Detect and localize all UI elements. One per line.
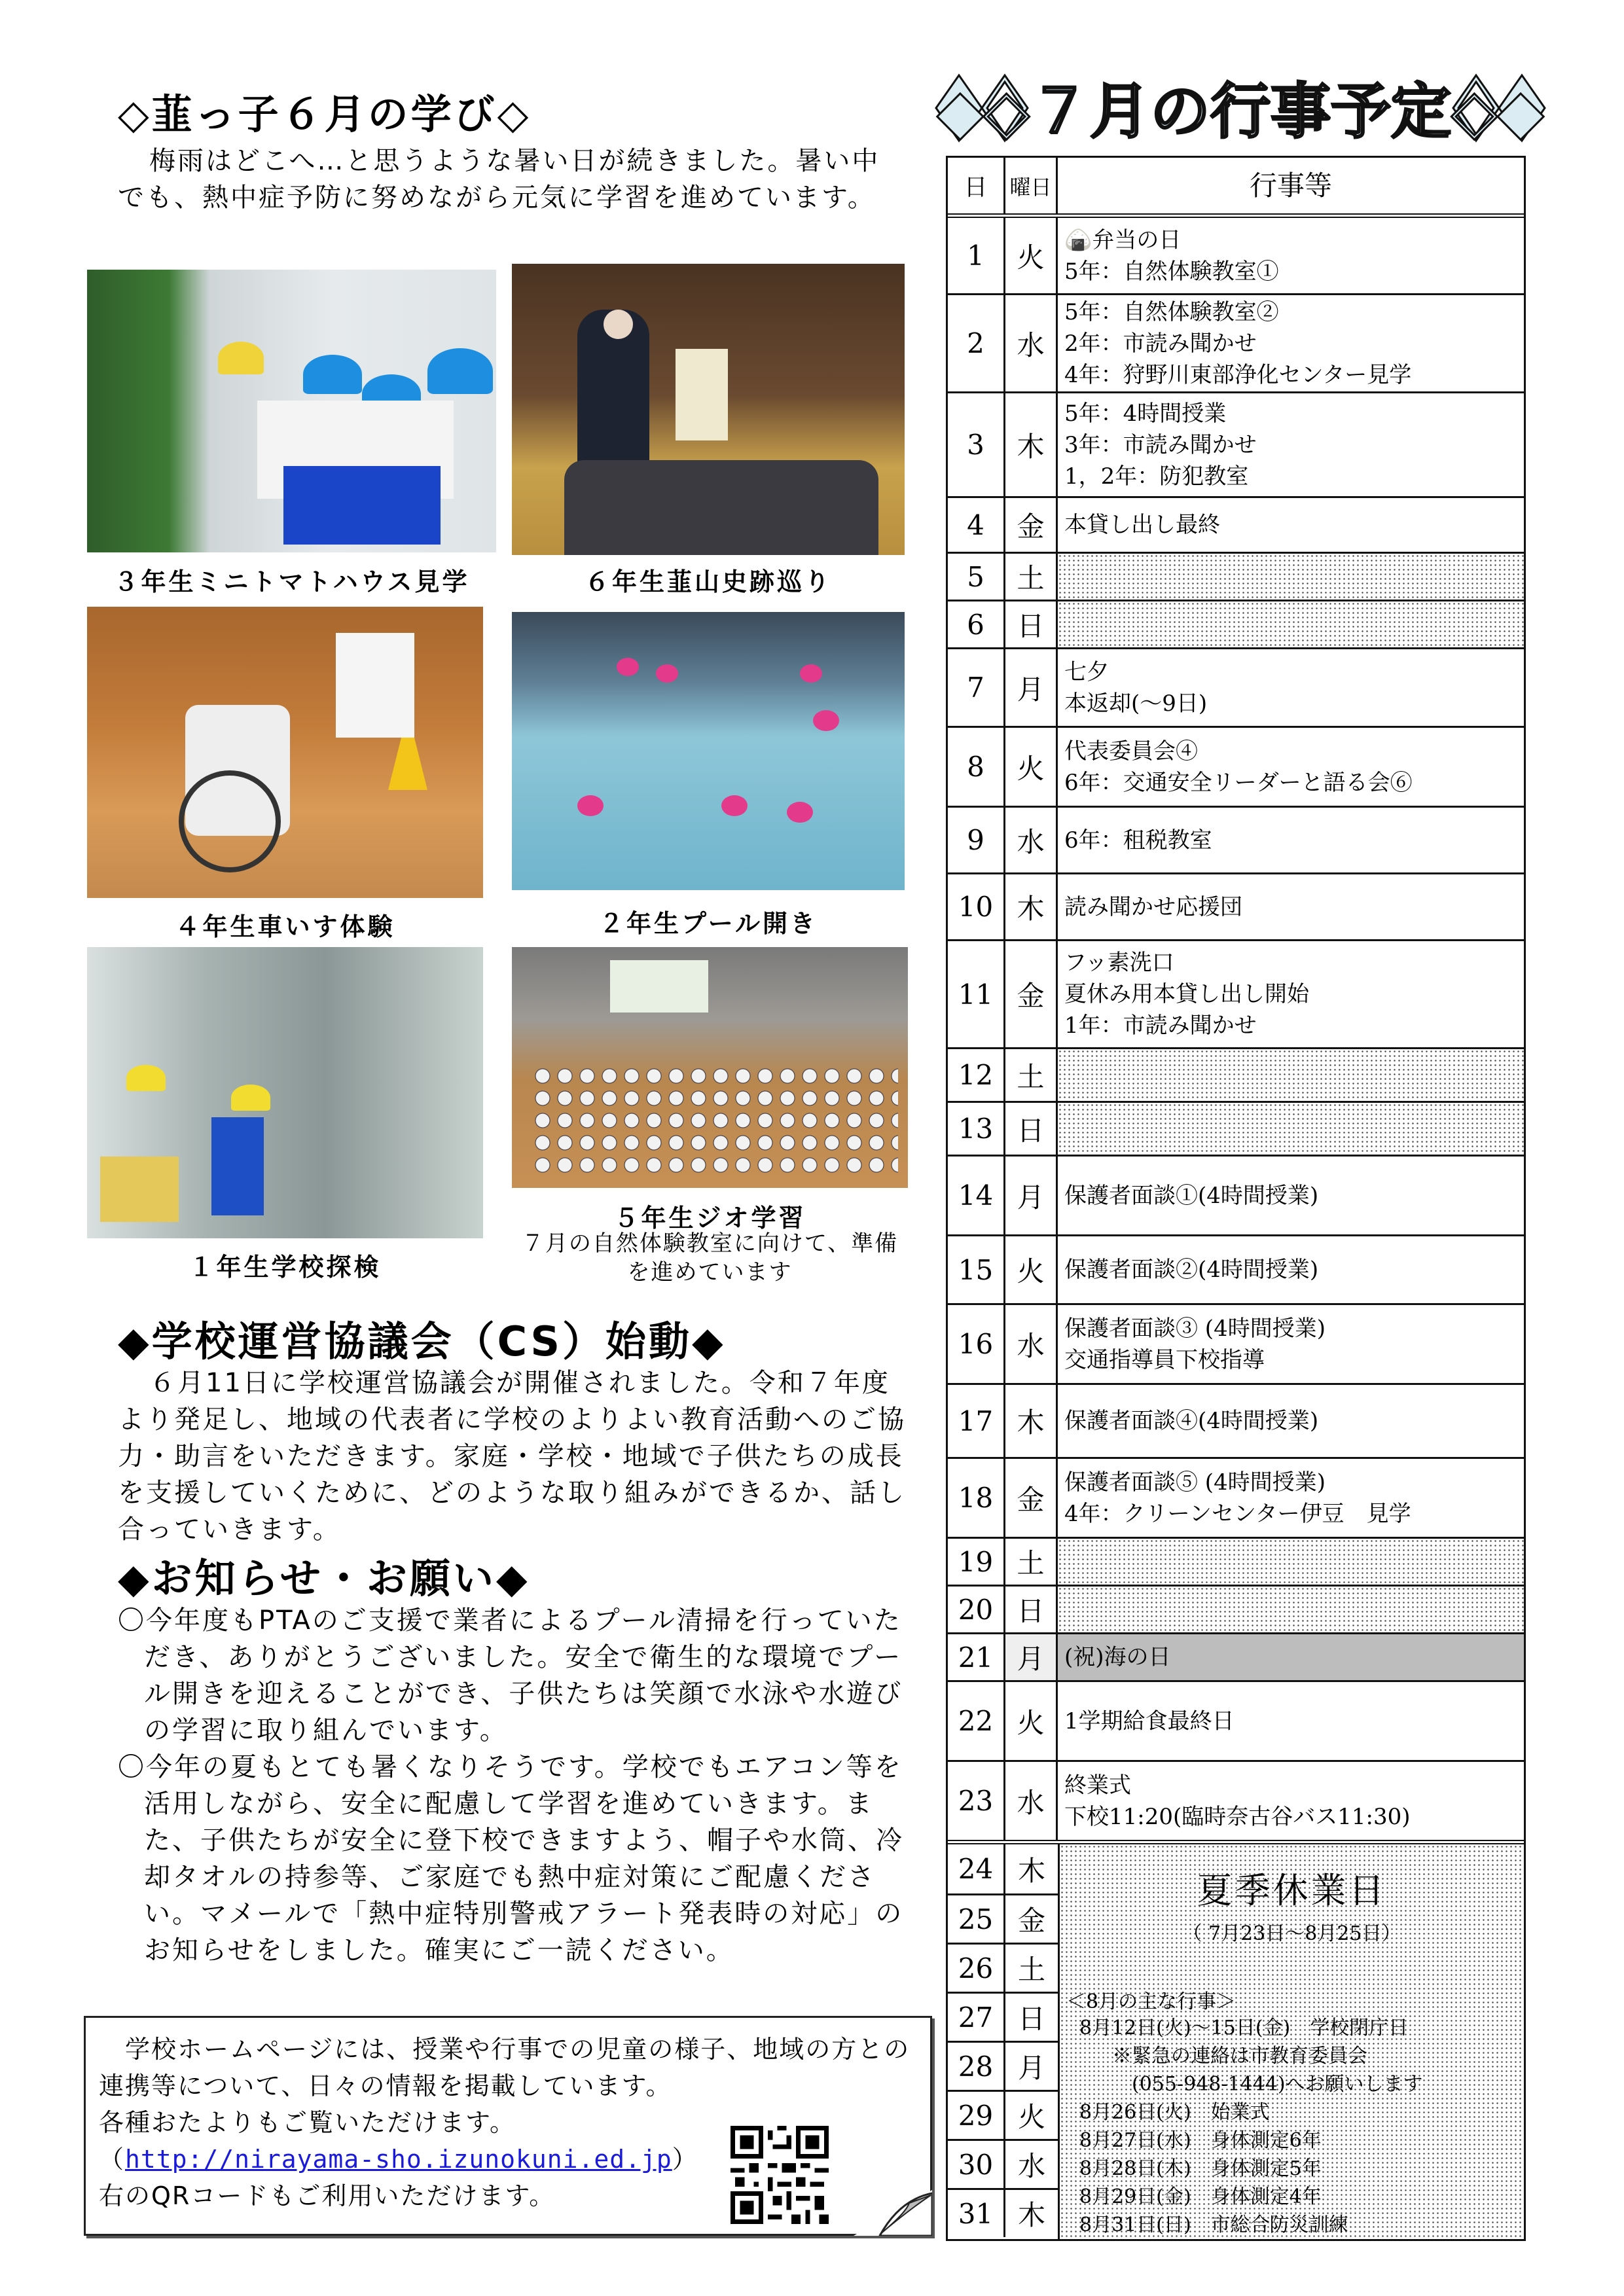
event-item: 保護者面談②(4時間授業) bbox=[1064, 1257, 1319, 1283]
day-number: 3 bbox=[948, 393, 1005, 496]
calendar-title-text: ◆◇７月の行事予定◇◆ bbox=[937, 77, 1544, 144]
day-number: 28 bbox=[948, 2043, 1005, 2090]
event-item: 保護者面談④(4時間授業) bbox=[1064, 1408, 1319, 1434]
day-number: 4 bbox=[948, 498, 1005, 552]
events-cell bbox=[1058, 874, 1524, 939]
photo-caption: ３年生ミニトマトハウス見学 bbox=[113, 567, 470, 596]
table-row bbox=[948, 496, 1524, 552]
table-row bbox=[948, 2139, 1058, 2188]
table-row bbox=[948, 726, 1524, 806]
events-cell bbox=[1058, 1539, 1524, 1585]
photo-geo-learning bbox=[512, 947, 908, 1188]
table-row bbox=[948, 1632, 1524, 1680]
weekday: 月 bbox=[1017, 2052, 1045, 2084]
events-cell bbox=[1058, 1459, 1524, 1537]
event-item: 2年：市読み聞かせ bbox=[1064, 330, 1257, 357]
day-number: 26 bbox=[948, 1945, 1005, 1992]
table-row bbox=[948, 1457, 1524, 1537]
weekday: 金 bbox=[1005, 498, 1058, 552]
event-item: 交通指導員下校指導 bbox=[1064, 1346, 1265, 1373]
events-cell bbox=[1058, 601, 1524, 647]
cs-paragraph: ６月11日に学校運営協議会が開催されました。令和７年度より発足し、地域の代表者に学校のよりよい教育活動へのご協力・助言をいただきます。家庭・学校・地域で子供たちの成長を支援していくために、どのような取り組みができるか、話し合っていきます。 bbox=[118, 1368, 906, 1545]
section-title-notices: ◆お知らせ・お願い◆ bbox=[118, 1554, 530, 1602]
day-number: 12 bbox=[948, 1049, 1005, 1101]
day-number: 18 bbox=[948, 1459, 1005, 1537]
table-row bbox=[948, 1943, 1058, 1992]
table-row bbox=[948, 1303, 1524, 1383]
august-event: 8月31日(日) 市総合防災訓練 bbox=[1079, 2214, 1348, 2236]
event-item: 5年：自然体験教室② bbox=[1064, 298, 1279, 325]
intro-paragraph: 梅雨はどこへ…と思うような暑い日が続きました。暑い中でも、熱中症予防に努めながら元気に学習を進めています。 bbox=[118, 146, 880, 213]
event-item: 読み聞かせ応援団 bbox=[1064, 893, 1242, 920]
day-number: 29 bbox=[948, 2092, 1005, 2139]
day-number: 20 bbox=[948, 1587, 1005, 1632]
homepage-link[interactable]: http://nirayama-sho.izunokuni.ed.jp bbox=[125, 2145, 672, 2174]
table-row bbox=[948, 2188, 1058, 2237]
events-cell bbox=[1058, 1103, 1524, 1155]
weekday: 月 bbox=[1005, 649, 1058, 726]
table-row bbox=[948, 1047, 1524, 1101]
summer-vacation-title: 夏季休業日 bbox=[1197, 1870, 1387, 1911]
events-cell bbox=[1058, 1762, 1524, 1840]
notices-list bbox=[118, 1602, 913, 1969]
photo-caption: ５年生ジオ学習 bbox=[613, 1204, 806, 1232]
august-events-heading: ＜8月の主な行事＞ bbox=[1066, 1990, 1236, 2013]
info-line: 右のQRコードもご利用いただけます。 bbox=[99, 2181, 556, 2210]
event-item: 代表委員会④ bbox=[1064, 738, 1198, 764]
day-number: 23 bbox=[948, 1762, 1005, 1840]
events-cell bbox=[1058, 498, 1524, 552]
event-item: 1学期給食最終日 bbox=[1064, 1708, 1235, 1734]
events-cell bbox=[1058, 1157, 1524, 1234]
august-event: 8月29日(金) 身体測定4年 bbox=[1079, 2185, 1322, 2208]
events-cell bbox=[1058, 1385, 1524, 1457]
weekday: 火 bbox=[1005, 1236, 1058, 1303]
weekday: 水 bbox=[1005, 1762, 1058, 1840]
homepage-info-box bbox=[84, 2016, 932, 2236]
event-item: 保護者面談①(4時間授業) bbox=[1064, 1182, 1319, 1209]
event-item: 下校11:20(臨時奈古谷バス11:30) bbox=[1064, 1803, 1411, 1830]
event-item: 🍙弁当の日 bbox=[1064, 226, 1182, 253]
day-number: 24 bbox=[948, 1844, 1005, 1893]
table-row bbox=[948, 1234, 1524, 1303]
table-row bbox=[948, 1537, 1524, 1585]
weekday: 土 bbox=[1017, 1954, 1045, 1986]
table-header bbox=[948, 158, 1524, 213]
photo-temple-visit bbox=[512, 264, 905, 555]
table-row bbox=[948, 1893, 1058, 1943]
table-row bbox=[948, 939, 1524, 1047]
events-cell bbox=[1058, 1587, 1524, 1632]
weekday: 木 bbox=[1005, 393, 1058, 496]
weekday: 土 bbox=[1005, 1539, 1058, 1585]
table-row bbox=[948, 1844, 1058, 1893]
weekday: 月 bbox=[1005, 1634, 1058, 1680]
weekday: 水 bbox=[1005, 808, 1058, 872]
events-cell bbox=[1058, 393, 1524, 496]
august-event: 8月26日(火) 始業式 bbox=[1079, 2101, 1270, 2124]
event-item: 5年：自然体験教室① bbox=[1064, 258, 1279, 285]
table-row bbox=[948, 391, 1524, 496]
day-number: 9 bbox=[948, 808, 1005, 872]
weekday: 火 bbox=[1005, 1682, 1058, 1760]
weekday: 木 bbox=[1005, 874, 1058, 939]
events-cell bbox=[1058, 728, 1524, 806]
weekday: 水 bbox=[1017, 2150, 1045, 2182]
events-cell bbox=[1058, 1682, 1524, 1760]
photo-tomato-greenhouse bbox=[87, 270, 496, 552]
day-number: 7 bbox=[948, 649, 1005, 726]
events-cell bbox=[1058, 554, 1524, 600]
event-item: 4年：狩野川東部浄化センター見学 bbox=[1064, 361, 1412, 388]
events-cell bbox=[1058, 1634, 1524, 1680]
august-event: 8月12日(火)～15日(金) 学校閉庁日 bbox=[1079, 2017, 1409, 2039]
event-item: (祝)海の日 bbox=[1064, 1644, 1171, 1670]
weekday: 木 bbox=[1017, 2199, 1045, 2231]
table-row bbox=[948, 647, 1524, 726]
day-number: 16 bbox=[948, 1305, 1005, 1383]
event-item: 本貸し出し最終 bbox=[1064, 512, 1220, 538]
weekday: 月 bbox=[1005, 1157, 1058, 1234]
day-number: 30 bbox=[948, 2141, 1005, 2188]
event-item: 3年：市読み聞かせ bbox=[1064, 431, 1257, 458]
weekday: 水 bbox=[1005, 295, 1058, 391]
day-number: 15 bbox=[948, 1236, 1005, 1303]
col-header-day: 日 bbox=[948, 158, 1005, 213]
events-cell bbox=[1058, 941, 1524, 1047]
day-number: 10 bbox=[948, 874, 1005, 939]
weekday: 日 bbox=[1005, 601, 1058, 647]
table-row bbox=[948, 552, 1524, 600]
events-cell bbox=[1058, 1236, 1524, 1303]
table-row bbox=[948, 213, 1524, 293]
day-number: 11 bbox=[948, 941, 1005, 1047]
weekday: 土 bbox=[1005, 1049, 1058, 1101]
summer-vacation-cell bbox=[1058, 1844, 1524, 2239]
notice-item: 〇今年度もPTAのご支援で業者によるプール清掃を行っていただき、ありがとうございました。安全で衛生的な環境でプール開きを迎えることができ、子供たちは笑顔で水泳や水遊びの学習に取り組んでいます。 bbox=[118, 1605, 903, 1746]
weekday: 日 bbox=[1005, 1587, 1058, 1632]
weekday: 木 bbox=[1005, 1385, 1058, 1457]
weekday: 水 bbox=[1005, 1305, 1058, 1383]
events-cell bbox=[1058, 808, 1524, 872]
info-line: 学校ホームページには、授業や行事での児童の様子、地域の方との連携等について、日々の情報を掲載しています。 bbox=[99, 2035, 911, 2100]
weekday: 火 bbox=[1017, 2101, 1045, 2133]
august-event: 8月27日(水) 身体測定6年 bbox=[1079, 2129, 1322, 2152]
table-row bbox=[948, 1101, 1524, 1155]
weekday: 日 bbox=[1005, 1103, 1058, 1155]
table-row bbox=[948, 872, 1524, 939]
col-header-events: 行事等 bbox=[1249, 169, 1332, 202]
events-cell bbox=[1058, 1049, 1524, 1101]
weekday: 金 bbox=[1005, 1459, 1058, 1537]
photo-caption: ２年生プール開き bbox=[598, 909, 818, 938]
qr-code-icon[interactable] bbox=[731, 2126, 829, 2224]
august-note: (055-948-1444)へお願いします bbox=[1132, 2073, 1423, 2096]
photo-subcaption: ７月の自然体験教室に向けて、準備を進めています bbox=[521, 1230, 899, 1285]
table-row bbox=[948, 1383, 1524, 1457]
event-item: 七夕 bbox=[1064, 658, 1109, 685]
weekday: 金 bbox=[1005, 941, 1058, 1047]
page-curl-icon bbox=[854, 2190, 932, 2236]
table-row bbox=[948, 1992, 1058, 2041]
events-cell bbox=[1058, 1305, 1524, 1383]
august-event: 8月28日(木) 身体測定5年 bbox=[1079, 2157, 1322, 2180]
photo-caption: ４年生車いす体験 bbox=[175, 912, 395, 941]
table-row bbox=[948, 1680, 1524, 1760]
summer-vacation-range: （ 7月23日～8月25日） bbox=[1182, 1922, 1401, 1945]
summer-vacation-block bbox=[948, 1840, 1524, 2239]
calendar-title-banner bbox=[933, 72, 1548, 144]
table-row bbox=[948, 293, 1524, 391]
event-item: 6年：交通安全リーダーと語る会⑥ bbox=[1064, 769, 1413, 796]
event-item: 保護者面談③ (4時間授業) bbox=[1064, 1315, 1326, 1342]
event-item: 保護者面談⑤ (4時間授業) bbox=[1064, 1469, 1326, 1496]
event-item: 4年：クリーンセンター伊豆 見学 bbox=[1064, 1500, 1411, 1527]
day-number: 14 bbox=[948, 1157, 1005, 1234]
day-number: 13 bbox=[948, 1103, 1005, 1155]
photo-school-exploration bbox=[87, 947, 483, 1238]
day-number: 27 bbox=[948, 1994, 1005, 2041]
event-item: 夏休み用本貸し出し開始 bbox=[1064, 981, 1309, 1007]
table-row bbox=[948, 806, 1524, 872]
day-number: 25 bbox=[948, 1895, 1005, 1943]
photo-caption: ６年生韮山史跡巡り bbox=[584, 567, 832, 596]
table-row bbox=[948, 2090, 1058, 2139]
day-number: 5 bbox=[948, 554, 1005, 600]
table-row bbox=[948, 2041, 1058, 2090]
info-line: 各種おたよりもご覧いただけます。 bbox=[99, 2108, 516, 2137]
day-number: 21 bbox=[948, 1634, 1005, 1680]
event-item: 本返却(～9日) bbox=[1064, 690, 1208, 717]
event-item: 終業式 bbox=[1064, 1772, 1131, 1799]
day-number: 31 bbox=[948, 2190, 1005, 2237]
weekday: 火 bbox=[1005, 218, 1058, 293]
weekday: 日 bbox=[1017, 2003, 1045, 2035]
events-cell bbox=[1058, 649, 1524, 726]
photo-pool-opening bbox=[512, 612, 905, 890]
event-item: 5年：4時間授業 bbox=[1064, 400, 1227, 427]
day-number: 17 bbox=[948, 1385, 1005, 1457]
july-events-table bbox=[946, 156, 1526, 2241]
photo-wheelchair-experience bbox=[87, 607, 483, 898]
weekday: 木 bbox=[1017, 1854, 1045, 1887]
event-item: 1，2年：防犯教室 bbox=[1064, 463, 1249, 490]
day-number: 6 bbox=[948, 601, 1005, 647]
col-header-weekday: 曜日 bbox=[1005, 158, 1058, 213]
event-item: 1年：市読み聞かせ bbox=[1064, 1013, 1257, 1039]
event-item: フッ素洗口 bbox=[1064, 950, 1174, 976]
weekday: 火 bbox=[1005, 728, 1058, 806]
table-row bbox=[948, 1760, 1524, 1840]
weekday: 金 bbox=[1017, 1905, 1045, 1937]
notice-item: 〇今年の夏もとても暑くなりそうです。学校でもエアコン等を活用しながら、安全に配慮して学習を進めていきます。また、子供たちが安全に登下校できますよう、帽子や水筒、冷却タオルの持参等、ご家庭でも熱中症対策にご配慮ください。マメールで「熱中症特別警戒アラート発表時の対応」のお知らせをしました。確実にご一読ください。 bbox=[118, 1752, 904, 1965]
paren: （ bbox=[99, 2145, 126, 2174]
table-row bbox=[948, 1585, 1524, 1632]
day-number: 2 bbox=[948, 295, 1005, 391]
day-number: 8 bbox=[948, 728, 1005, 806]
events-cell bbox=[1058, 218, 1524, 293]
day-number: 1 bbox=[948, 218, 1005, 293]
august-note: ※緊急の連絡は市教育委員会 bbox=[1112, 2045, 1367, 2068]
photo-caption: １年生学校探検 bbox=[189, 1253, 382, 1282]
weekday: 土 bbox=[1005, 554, 1058, 600]
paren: ） bbox=[672, 2145, 698, 2174]
event-item: 6年：租税教室 bbox=[1064, 827, 1212, 853]
day-number: 19 bbox=[948, 1539, 1005, 1585]
section-title-cs: ◆学校運営協議会（CS）始動◆ bbox=[118, 1318, 726, 1365]
section-title-june-learning: ◇韮っ子６月の学び◇ bbox=[118, 90, 532, 138]
table-row bbox=[948, 1155, 1524, 1234]
day-number: 22 bbox=[948, 1682, 1005, 1760]
events-cell bbox=[1058, 295, 1524, 391]
table-row bbox=[948, 600, 1524, 647]
